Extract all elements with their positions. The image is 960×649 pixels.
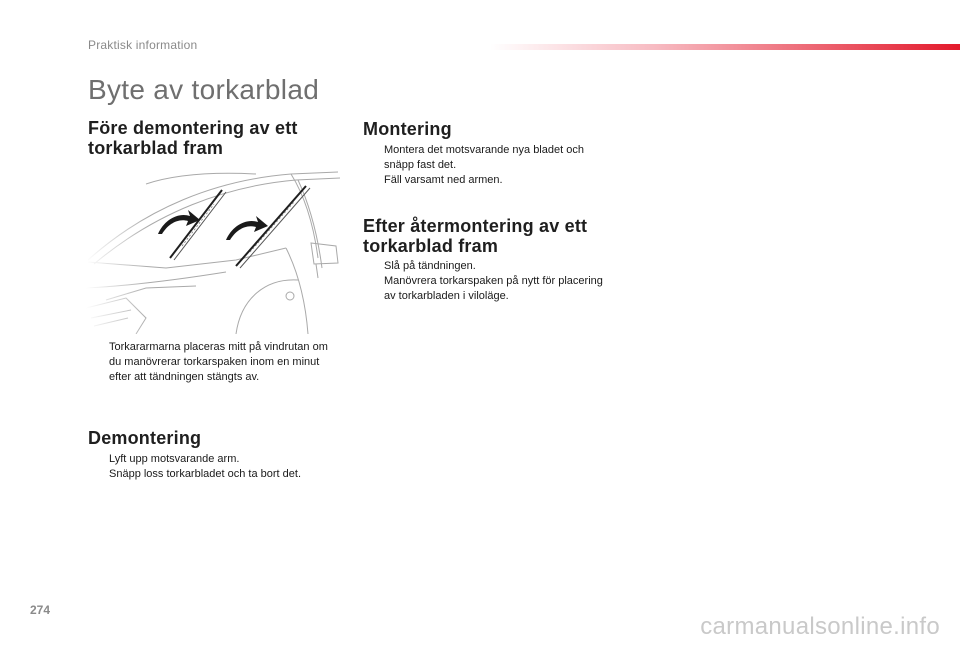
- list-item: [88, 467, 343, 482]
- header-accent-bar: [490, 44, 960, 50]
- after-refitting-heading: Efter återmontering av ett torkarblad fram: [363, 216, 588, 256]
- fitting-bullets: [363, 143, 608, 188]
- list-item: [88, 340, 343, 385]
- before-removal-heading: Före demontering av ett torkarblad fram: [88, 118, 298, 158]
- list-item: [363, 274, 608, 304]
- page-number: 274: [30, 603, 51, 617]
- bullet-text: Montera det motsvarande nya bladet och snäpp fast det.: [384, 144, 584, 171]
- removal-heading: Demontering: [88, 428, 202, 448]
- bullet-text: Snäpp loss torkarbladet och ta bort det.: [109, 468, 302, 480]
- windscreen-wiper-illustration: [86, 168, 341, 334]
- fitting-heading: Montering: [363, 119, 452, 139]
- removal-bullets: [88, 452, 343, 482]
- before-removal-bullets: [88, 340, 343, 385]
- list-item: [363, 259, 608, 274]
- watermark-text: carmanualsonline.info: [700, 613, 940, 640]
- page-title: Byte av torkarblad: [88, 74, 320, 105]
- list-item: [363, 143, 608, 173]
- list-item: [363, 173, 608, 188]
- bullet-text: Slå på tändningen.: [384, 260, 476, 272]
- after-refitting-bullets: [363, 259, 608, 304]
- bullet-text: Torkararmarna placeras mitt på vindrutan om du manövrerar torkarspaken inom en minut efter att tändningen stängts av.: [109, 341, 328, 383]
- list-item: [88, 452, 343, 467]
- bullet-text: Fäll varsamt ned armen.: [384, 174, 503, 186]
- left-column: [88, 118, 348, 158]
- section-header: Praktisk information: [88, 38, 198, 52]
- bullet-text: Lyft upp motsvarande arm.: [109, 453, 240, 465]
- bullet-text: Manövrera torkarspaken på nytt för placering av torkarbladen i viloläge.: [384, 275, 603, 302]
